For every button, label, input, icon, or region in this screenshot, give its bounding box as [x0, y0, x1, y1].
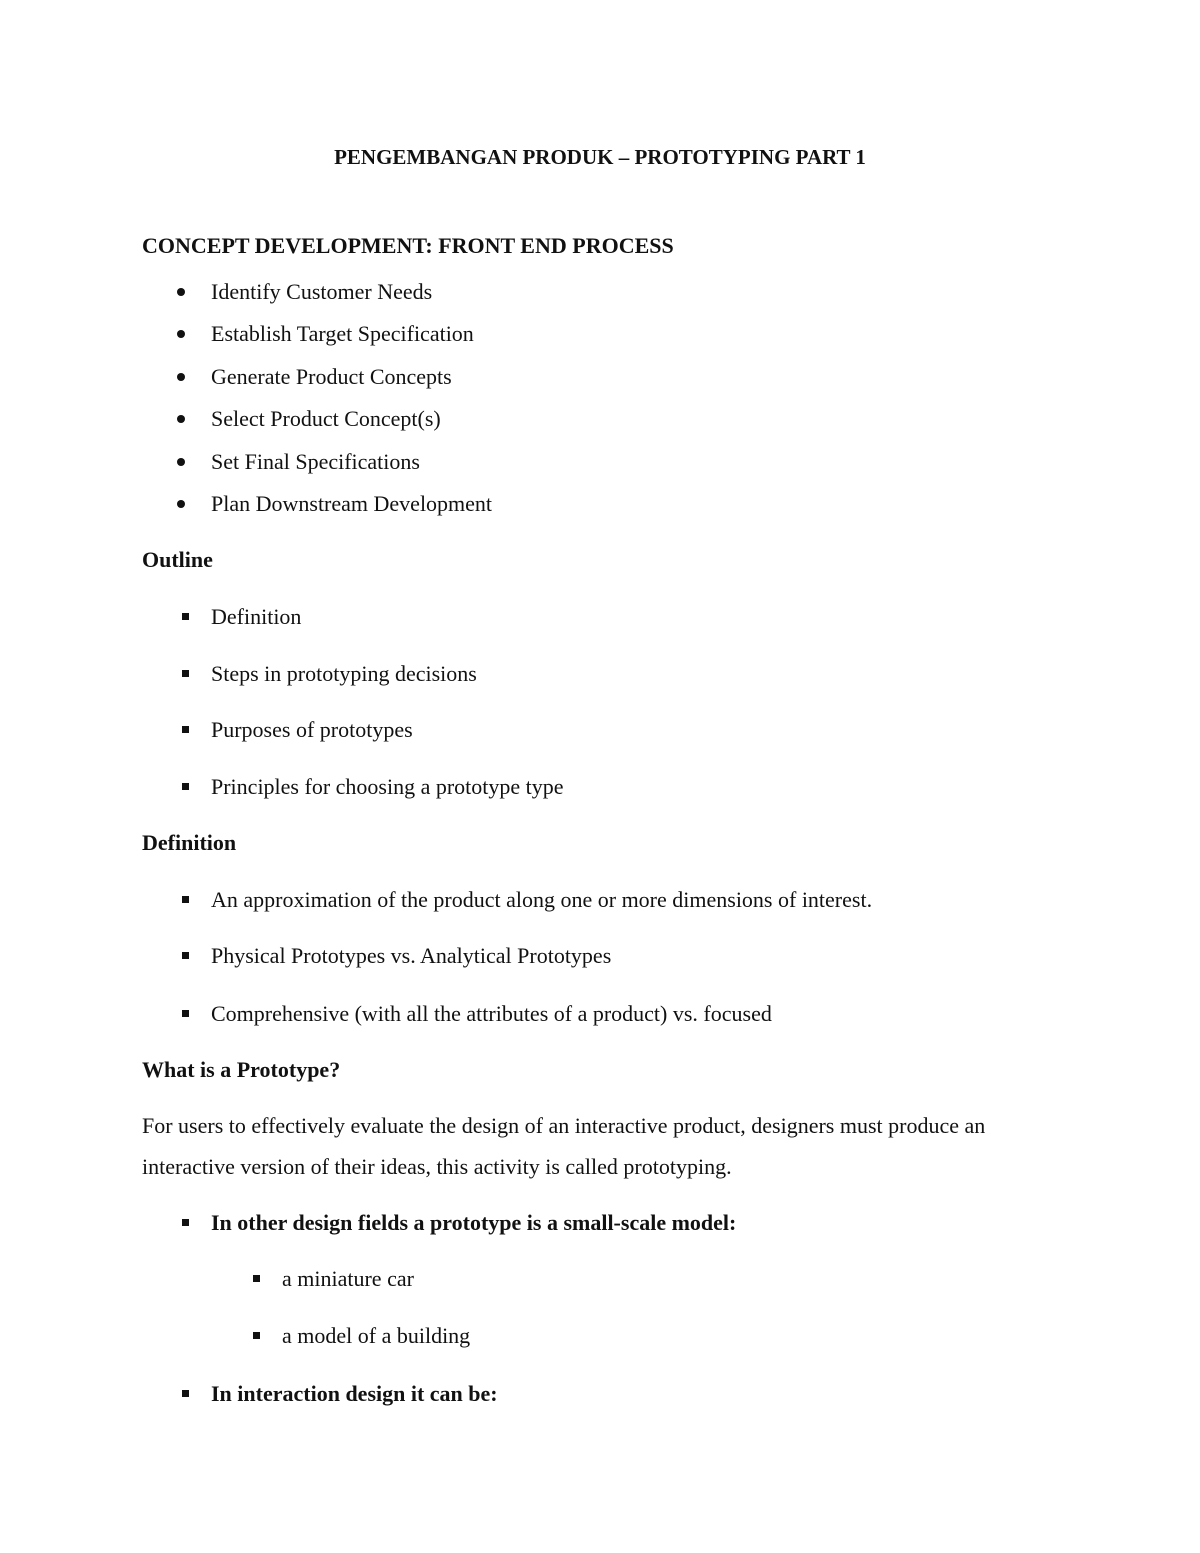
concept-item: Generate Product Concepts: [211, 364, 452, 389]
definition-heading: Definition: [142, 830, 237, 855]
paragraph-line: interactive version of their ideas, this activity is called prototyping.: [142, 1154, 732, 1179]
document-title: PENGEMBANGAN PRODUK – PROTOTYPING PART 1: [334, 145, 866, 169]
bullet-square-icon: [182, 952, 189, 959]
concept-item: Establish Target Specification: [211, 321, 474, 346]
bullet-square-icon: [253, 1332, 260, 1339]
bullet-square-icon: [182, 613, 189, 620]
concept-item: Set Final Specifications: [211, 449, 420, 474]
bullet-dot-icon: [177, 288, 185, 296]
bullet-dot-icon: [177, 330, 185, 338]
definition-item: Comprehensive (with all the attributes of a product) vs. focused: [211, 1001, 772, 1026]
other-fields-item: a miniature car: [282, 1266, 414, 1291]
bullet-square-icon: [182, 1219, 189, 1226]
other-fields-label: In other design fields a prototype is a small-scale model:: [211, 1210, 737, 1235]
paragraph-line: For users to effectively evaluate the design of an interactive product, designers must produce an: [142, 1113, 986, 1138]
bullet-dot-icon: [177, 500, 185, 508]
bullet-dot-icon: [177, 415, 185, 423]
outline-item: Purposes of prototypes: [211, 717, 413, 742]
concept-heading: CONCEPT DEVELOPMENT: FRONT END PROCESS: [142, 233, 674, 258]
outline-item: Steps in prototyping decisions: [211, 661, 477, 686]
bullet-square-icon: [182, 783, 189, 790]
bullet-square-icon: [182, 1010, 189, 1017]
bullet-square-icon: [253, 1275, 260, 1282]
bullet-square-icon: [182, 670, 189, 677]
other-fields-item: a model of a building: [282, 1323, 471, 1348]
definition-item: An approximation of the product along one or more dimensions of interest.: [211, 887, 873, 912]
bullet-square-icon: [182, 896, 189, 903]
concept-item: Select Product Concept(s): [211, 406, 441, 431]
bullet-dot-icon: [177, 458, 185, 466]
concept-item: Plan Downstream Development: [211, 491, 493, 516]
definition-item: Physical Prototypes vs. Analytical Prototypes: [211, 943, 612, 968]
what-is-heading: What is a Prototype?: [142, 1057, 341, 1082]
interaction-label: In interaction design it can be:: [211, 1381, 498, 1406]
bullet-square-icon: [182, 726, 189, 733]
bullet-dot-icon: [177, 373, 185, 381]
outline-heading: Outline: [142, 547, 213, 572]
bullet-square-icon: [182, 1390, 189, 1397]
outline-item: Definition: [211, 604, 302, 629]
concept-item: Identify Customer Needs: [211, 279, 433, 304]
outline-item: Principles for choosing a prototype type: [211, 774, 564, 799]
